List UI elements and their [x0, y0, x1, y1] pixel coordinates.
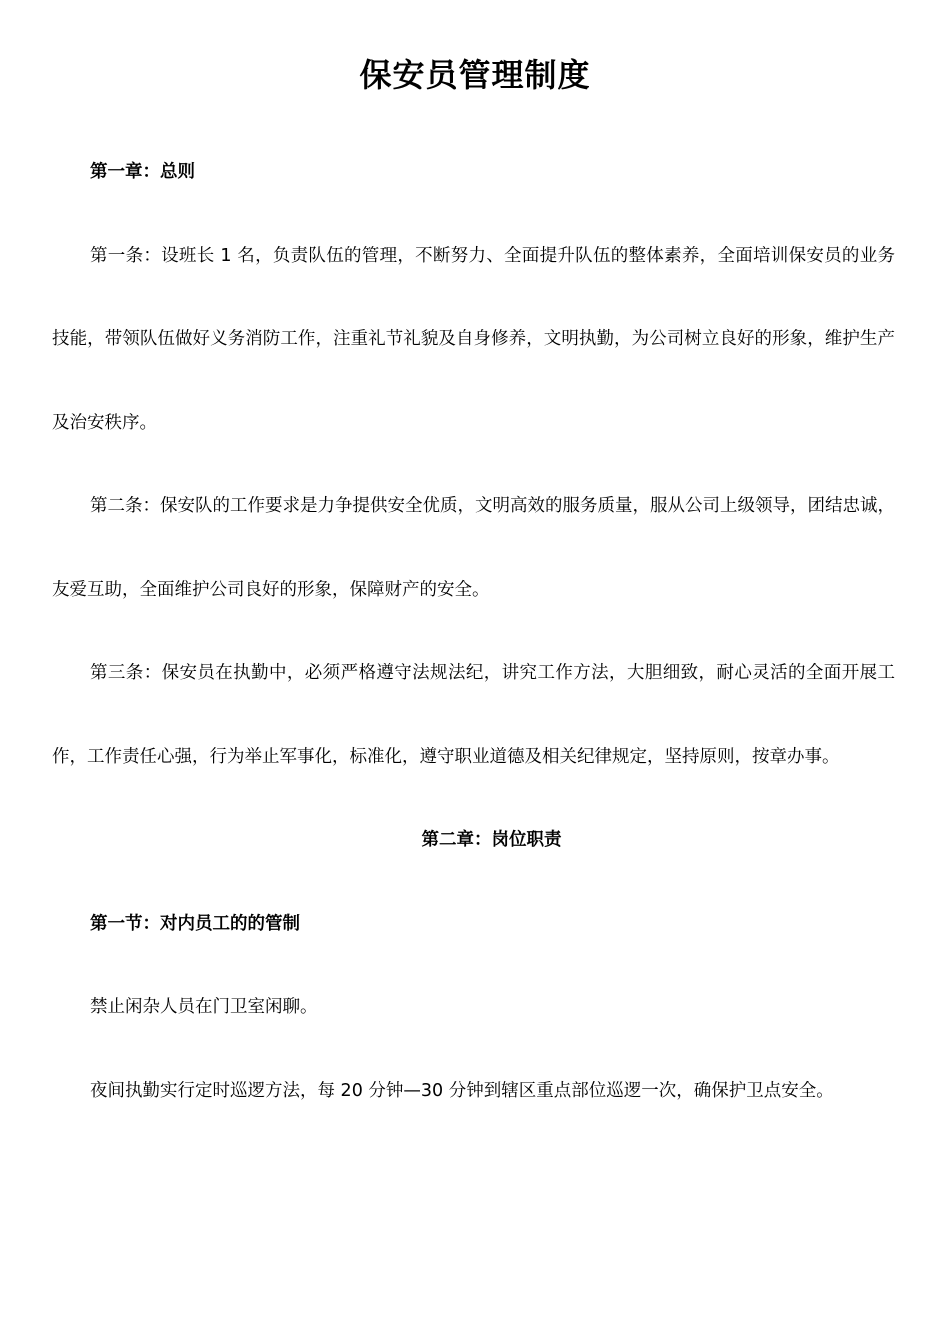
article-paragraph: 第三条：保安员在执勤中，必须严格遵守法规法纪，讲究工作方法，大胆细致，耐心灵活的全面开展工作，工作责任心强，行为举止军事化，标准化，遵守职业道德及相关纪律规定，坚持原则，按章办事。: [52, 663, 895, 767]
rule-paragraph: 夜间执勤实行定时巡逻方法，每 20 分钟—30 分钟到辖区重点部位巡逻一次，确保护卫点安全。: [90, 1080, 834, 1101]
rule-paragraph: 禁止闲杂人员在门卫室闲聊。: [90, 997, 318, 1017]
chapter-heading: 第一章：总则: [90, 162, 195, 182]
section-heading: 第一节：对内员工的的管制: [90, 913, 300, 934]
chapter-heading: 第二章：岗位职责: [421, 830, 562, 850]
article-paragraph: 第一条：设班长 1 名，负责队伍的管理，不断努力、全面提升队伍的整体素养，全面培训保安员的业务技能，带领队伍做好义务消防工作，注重礼节礼貌及自身修养，文明执勤，为公司树立良好的形象，维护生产及治安秩序。: [52, 245, 895, 433]
document-body: [52, 131, 895, 1133]
article-paragraph: 第二条：保安队的工作要求是力争提供安全优质，文明高效的服务质量，服从公司上级领导，团结忠诚，友爱互助，全面维护公司良好的形象，保障财产的安全。: [52, 496, 895, 600]
document-title: 保安员管理制度: [359, 56, 591, 94]
